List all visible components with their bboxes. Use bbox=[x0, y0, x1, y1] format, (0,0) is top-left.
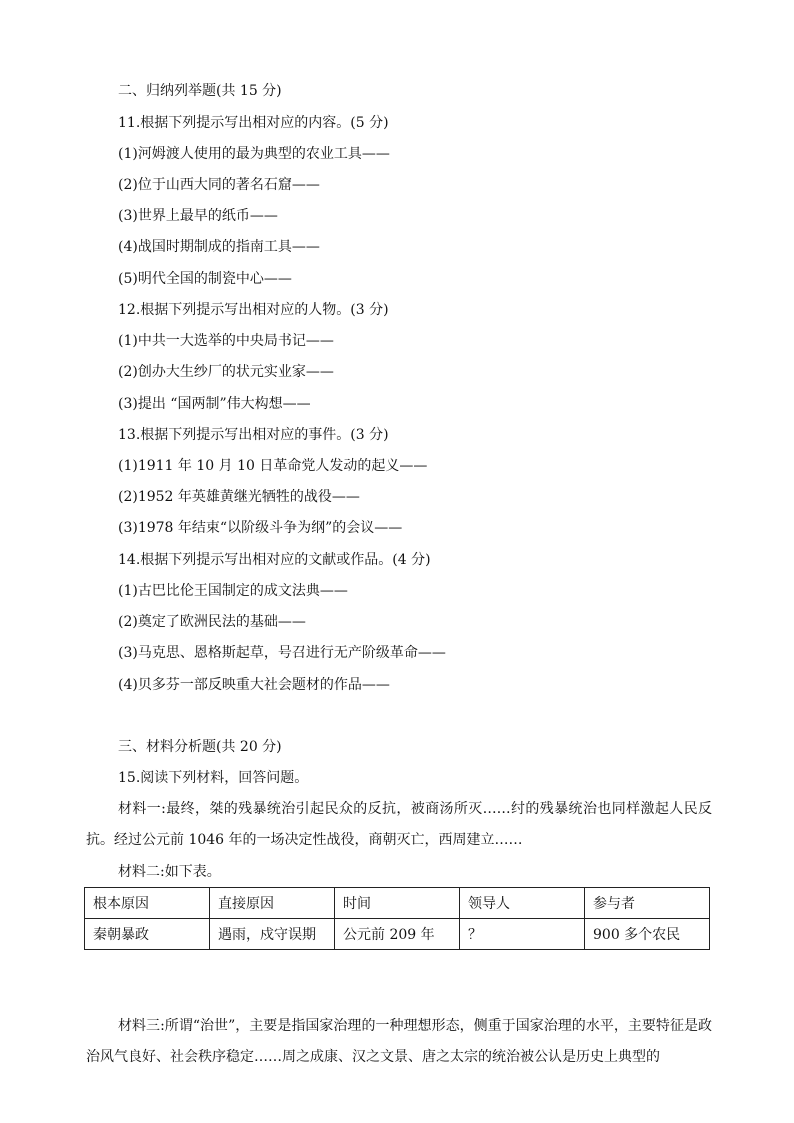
section3-heading: 三、材料分析题(共 20 分) bbox=[118, 739, 282, 755]
table-cell: 秦朝暴政 bbox=[85, 919, 210, 950]
q11-title: 11.根据下列提示写出相对应的内容。(5 分) bbox=[118, 115, 389, 131]
q14-item-1: (1)古巴比伦王国制定的成文法典—— bbox=[118, 583, 348, 599]
table-cell: 900 多个农民 bbox=[585, 919, 710, 950]
table-header-cell: 时间 bbox=[335, 888, 460, 919]
material-1: 材料一:最终，桀的残暴统治引起民众的反抗，被商汤所灭……纣的残暴统治也同样激起人民反抗。经过公元前 1046 年的一场决定性战役，商朝灭亡，西周建立…… bbox=[86, 801, 712, 848]
material-3: 材料三:所谓“治世”，主要是指国家治理的一种理想形态，侧重于国家治理的水平，主要特征是政治风气良好、社会秩序稳定……周之成康、汉之文景、唐之太宗的统治被公认是历史上典型的 bbox=[86, 1018, 712, 1065]
uprising-table bbox=[84, 887, 710, 950]
q11-item-4: (4)战国时期制成的指南工具—— bbox=[118, 239, 320, 255]
q14-item-4: (4)贝多芬一部反映重大社会题材的作品—— bbox=[118, 677, 390, 693]
table-header-cell: 根本原因 bbox=[85, 888, 210, 919]
table-cell: 公元前 209 年 bbox=[335, 919, 460, 950]
q11-item-5: (5)明代全国的制瓷中心—— bbox=[118, 271, 292, 287]
q15-title: 15.阅读下列材料，回答问题。 bbox=[118, 770, 309, 786]
table-header-row bbox=[85, 888, 710, 919]
q13-item-1: (1)1911 年 10 月 10 日革命党人发动的起义—— bbox=[118, 458, 428, 474]
table-row bbox=[85, 919, 710, 950]
q12-item-3: (3)提出 “国两制”伟大构想—— bbox=[118, 396, 311, 412]
table-cell: 遇雨，戍守误期 bbox=[210, 919, 335, 950]
q14-item-2: (2)奠定了欧洲民法的基础—— bbox=[118, 614, 306, 630]
q14-item-3: (3)马克思、恩格斯起草，号召进行无产阶级革命—— bbox=[118, 645, 446, 661]
q11-item-1: (1)河姆渡人使用的最为典型的农业工具—— bbox=[118, 146, 390, 162]
q11-item-2: (2)位于山西大同的著名石窟—— bbox=[118, 177, 320, 193]
material-2-label: 材料二:如下表。 bbox=[118, 864, 221, 880]
table-header-cell: 领导人 bbox=[460, 888, 585, 919]
section2-heading: 二、归纳列举题(共 15 分) bbox=[118, 83, 282, 99]
q13-item-2: (2)1952 年英雄黄继光牺牲的战役—— bbox=[118, 489, 360, 505]
table-header-cell: 参与者 bbox=[585, 888, 710, 919]
q12-item-2: (2)创办大生纱厂的状元实业家—— bbox=[118, 364, 334, 380]
q13-title: 13.根据下列提示写出相对应的事件。(3 分) bbox=[118, 427, 389, 443]
q12-title: 12.根据下列提示写出相对应的人物。(3 分) bbox=[118, 302, 389, 318]
q11-item-3: (3)世界上最早的纸币—— bbox=[118, 208, 278, 224]
table-header-cell: 直接原因 bbox=[210, 888, 335, 919]
q14-title: 14.根据下列提示写出相对应的文献或作品。(4 分) bbox=[118, 552, 431, 568]
table-cell: ？ bbox=[460, 919, 585, 950]
q13-item-3: (3)1978 年结束“以阶级斗争为纲”的会议—— bbox=[118, 520, 403, 536]
q12-item-1: (1)中共一大选举的中央局书记—— bbox=[118, 333, 334, 349]
